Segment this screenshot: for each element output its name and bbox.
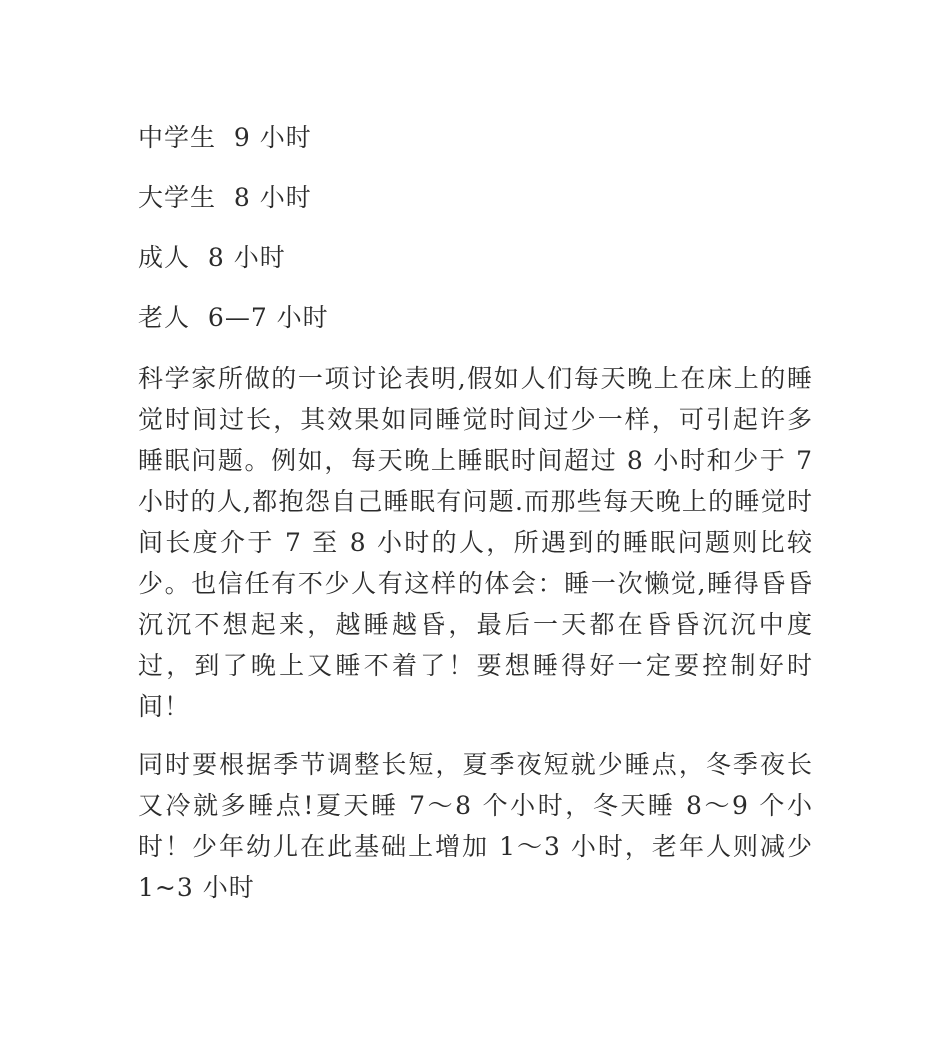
hours-value: 6—7 小时 (207, 303, 329, 332)
hours-value: 9 小时 (233, 123, 312, 152)
sleep-hours-line-adult (138, 238, 813, 278)
group-label: 成人 (138, 243, 191, 272)
sleep-hours-line-university (138, 178, 813, 218)
hours-value: 8 小时 (233, 183, 312, 212)
paragraph-seasonal: 同时要根据季节调整长短，夏季夜短就少睡点，冬季夜长又冷就多睡点!夏天睡 7～8 个小时，冬天睡 8～9 个小时！少年幼儿在此基础上增加 1～3 小时，老年人则减少 1~3 小时 (138, 750, 813, 902)
document-body (138, 118, 813, 925)
hours-value: 8 小时 (207, 243, 286, 272)
group-label: 老人 (138, 303, 191, 332)
sleep-hours-line-elderly (138, 298, 813, 338)
paragraph-research: 科学家所做的一项讨论表明,假如人们每天晚上在床上的睡觉时间过长，其效果如同睡觉时间过少一样，可引起许多睡眠问题。例如，每天晚上睡眠时间超过 8 小时和少于 7 小时的人,都抱怨自己睡眠有问题.而那些每天晚上的睡觉时间长度介于 7 至 8 小时的人，所遇到的睡眠问题则比较少。也信任有不少人有这样的体会：睡一次懒觉,睡得昏昏沉沉不想起来，越睡越昏，最后一天都在昏昏沉沉中度过，到了晚上又睡不着了！要想睡得好一定要控制好时间！ (138, 364, 813, 721)
group-label: 中学生 (138, 123, 217, 152)
sleep-hours-line-middle-school (138, 118, 813, 158)
group-label: 大学生 (138, 183, 217, 212)
